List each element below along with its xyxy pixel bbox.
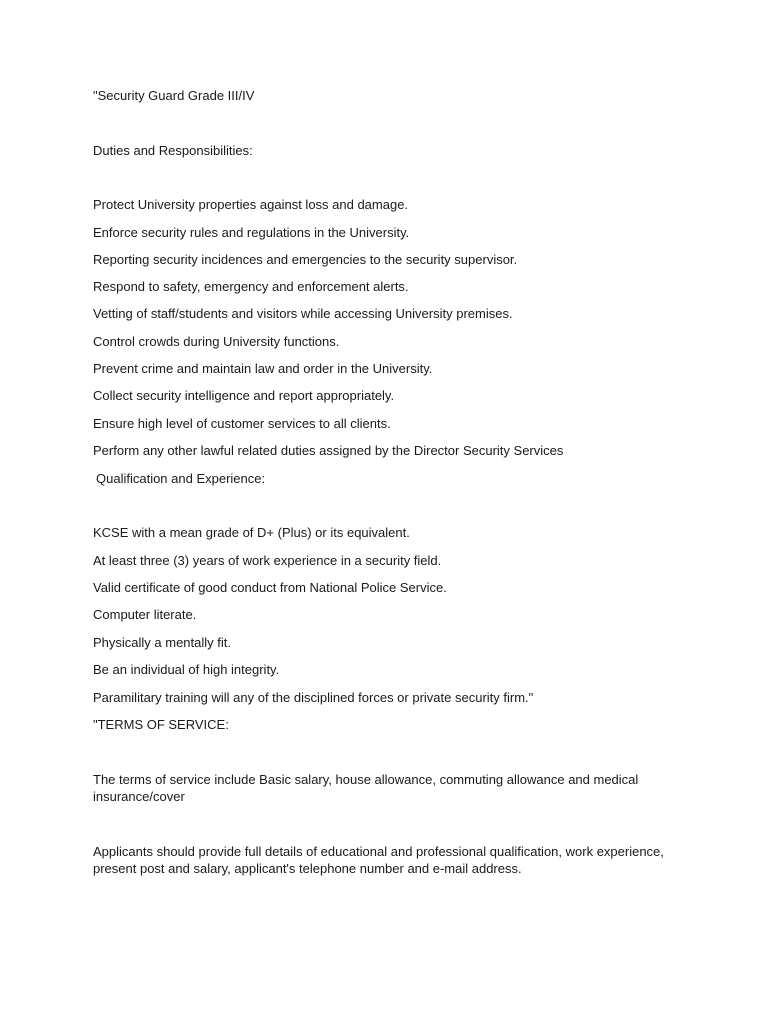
- duty-item: Reporting security incidences and emergencies to the security supervisor.: [93, 252, 518, 267]
- duty-item: Prevent crime and maintain law and order in the University.: [93, 361, 433, 376]
- duty-item: Control crowds during University functions.: [93, 334, 340, 349]
- qualification-item: Paramilitary training will any of the disciplined forces or private security firm.": [93, 690, 534, 705]
- qualification-item: Physically a mentally fit.: [93, 635, 231, 650]
- qualification-item: KCSE with a mean grade of D+ (Plus) or its equivalent.: [93, 525, 410, 540]
- duty-item: Enforce security rules and regulations in the University.: [93, 225, 410, 240]
- document-title: "Security Guard Grade III/IV: [93, 88, 255, 103]
- qualification-heading: Qualification and Experience:: [96, 471, 266, 486]
- qualification-item: At least three (3) years of work experience in a security field.: [93, 553, 442, 568]
- qualification-item: Valid certificate of good conduct from National Police Service.: [93, 580, 447, 595]
- terms-paragraph: The terms of service include Basic salary, house allowance, commuting allowance and medical insurance/cover: [93, 772, 639, 804]
- duty-item: Collect security intelligence and report appropriately.: [93, 388, 395, 403]
- qualification-item: Be an individual of high integrity.: [93, 662, 280, 677]
- duty-item: Respond to safety, emergency and enforcement alerts.: [93, 279, 409, 294]
- qualification-item: Computer literate.: [93, 607, 197, 622]
- duties-heading: Duties and Responsibilities:: [93, 143, 253, 158]
- terms-heading: "TERMS OF SERVICE:: [93, 717, 229, 732]
- duty-item: Perform any other lawful related duties assigned by the Director Security Services: [93, 443, 564, 458]
- duty-item: Ensure high level of customer services to all clients.: [93, 416, 391, 431]
- duty-item: Vetting of staff/students and visitors while accessing University premises.: [93, 306, 513, 321]
- applicants-paragraph: Applicants should provide full details of educational and professional qualification, work experience, present post and salary, applicant's telephone number and e-mail address.: [93, 844, 664, 876]
- duty-item: Protect University properties against loss and damage.: [93, 197, 409, 212]
